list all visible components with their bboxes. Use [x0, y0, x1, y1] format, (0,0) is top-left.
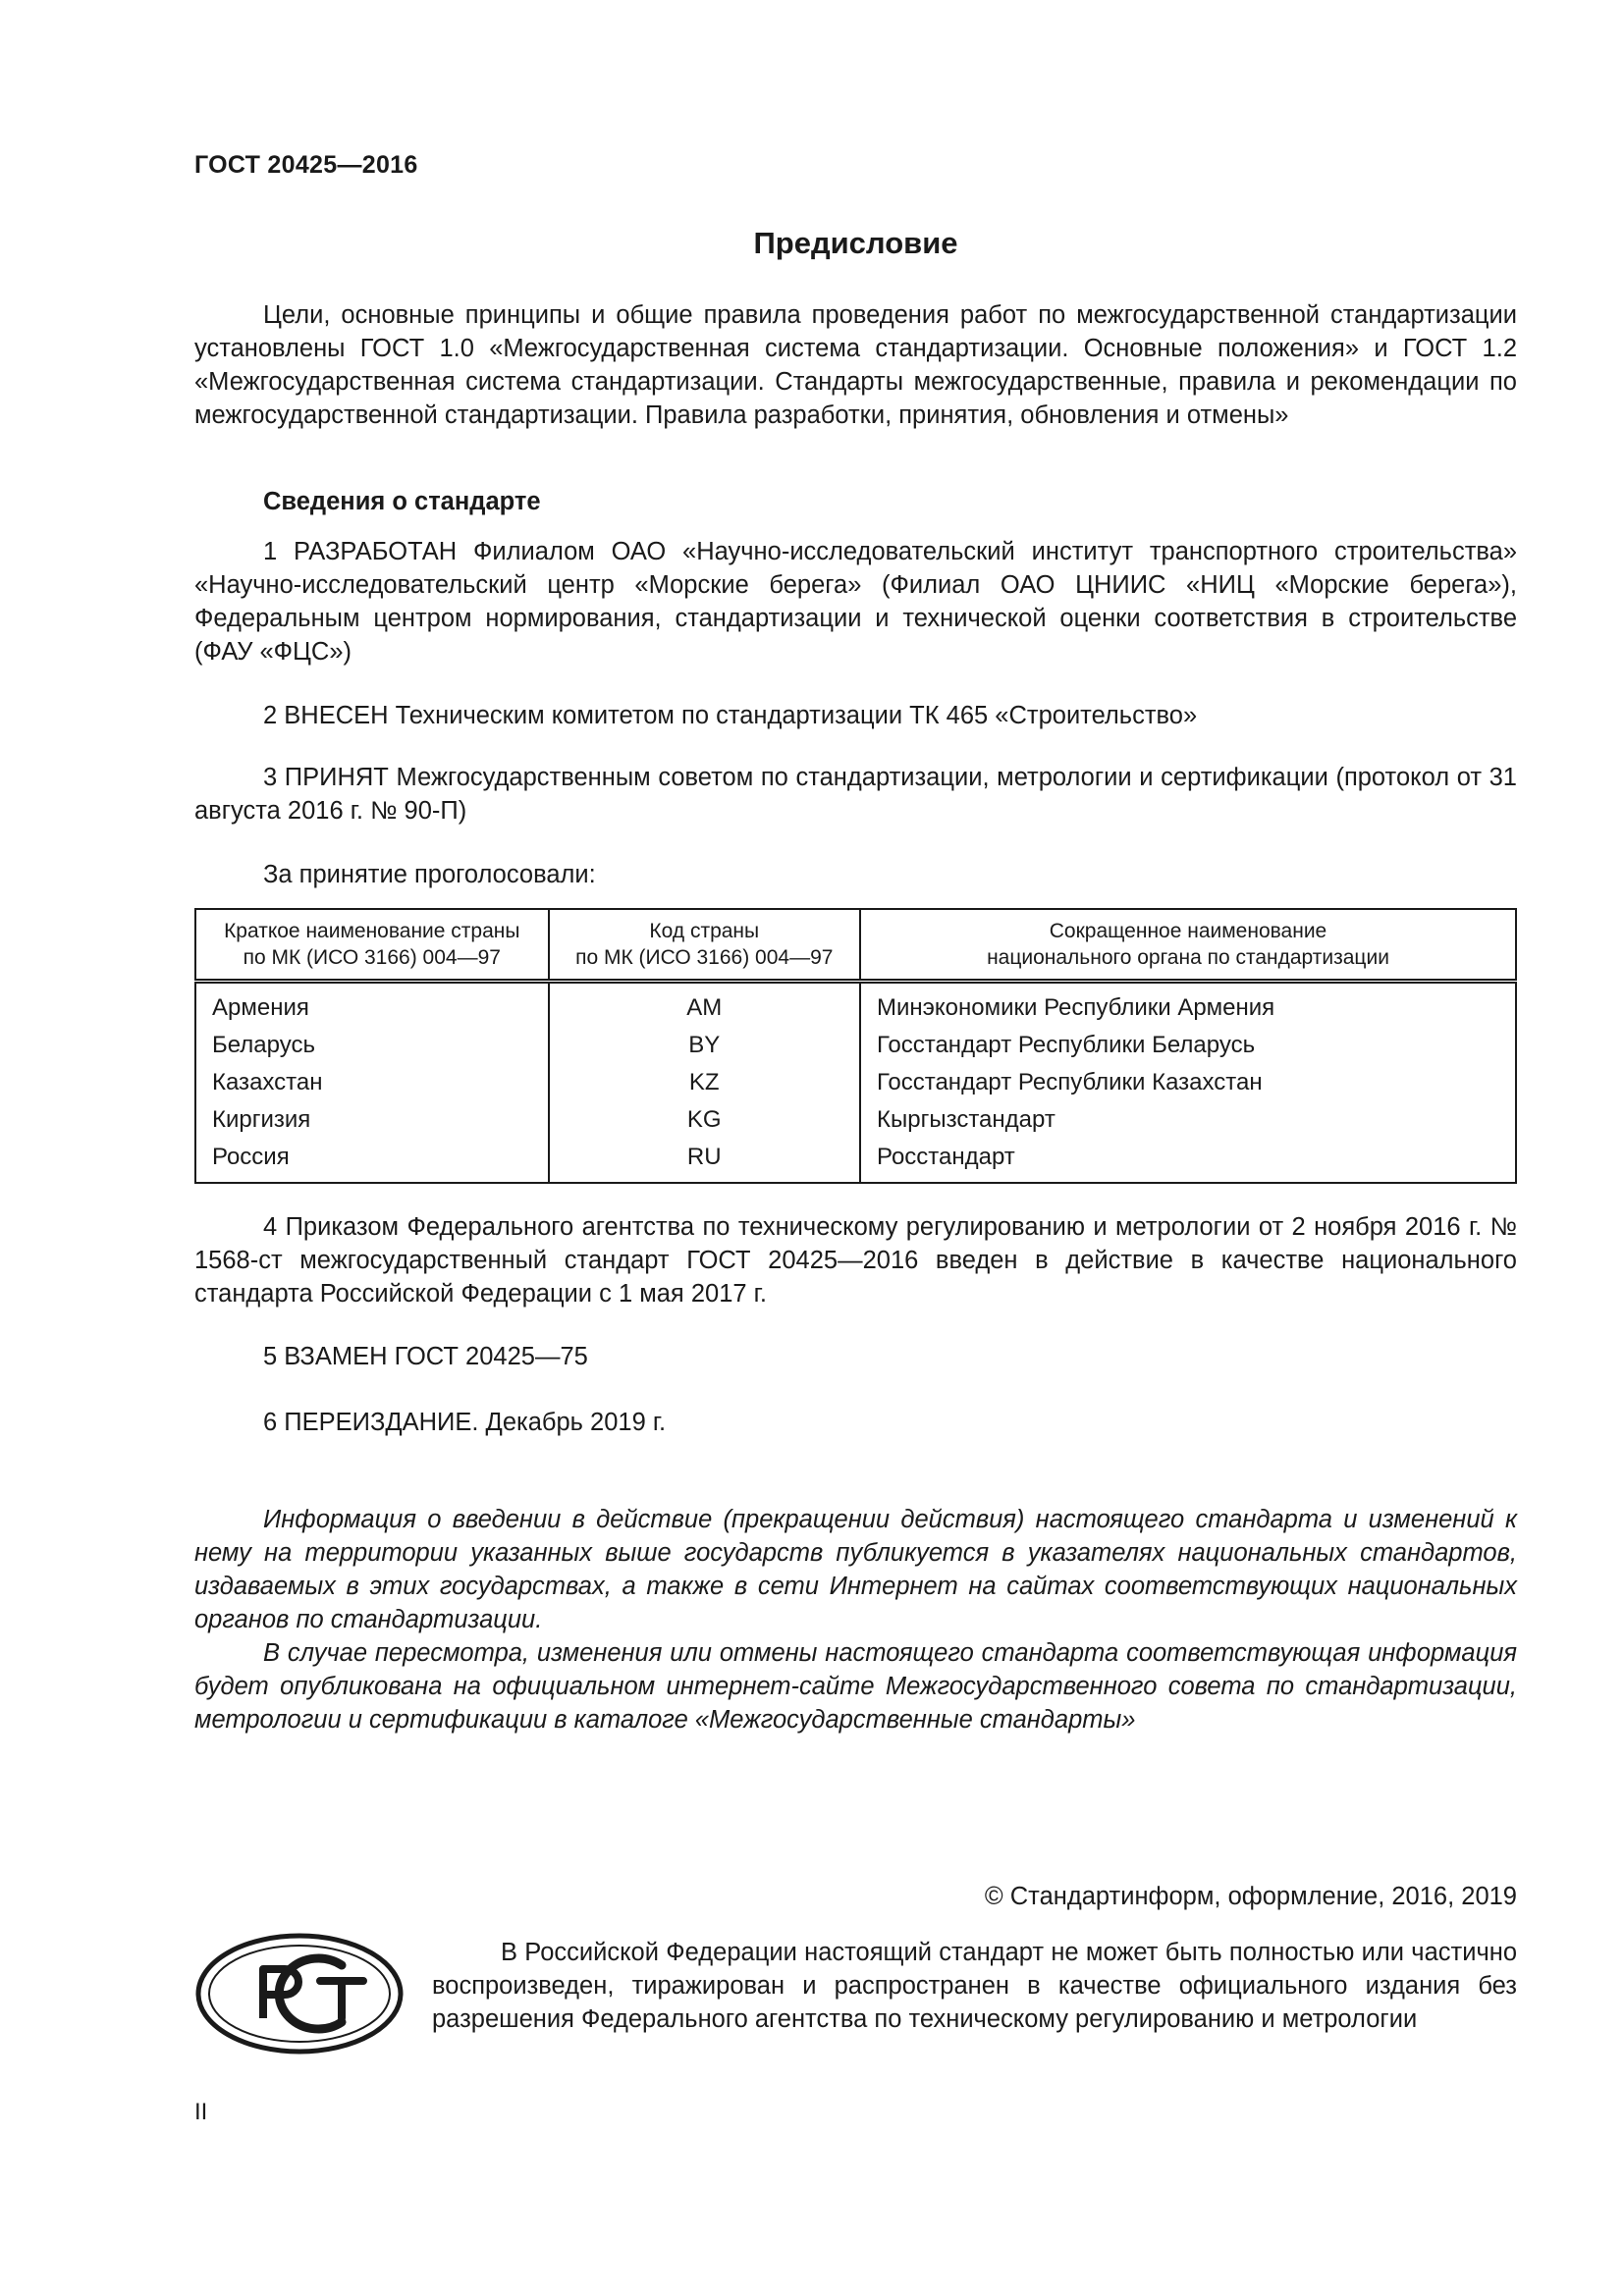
- cell-body: Кыргызстандарт: [860, 1101, 1516, 1139]
- table-row: [195, 1064, 1516, 1101]
- item-order: 4 Приказом Федерального агентства по техническому регулированию и метрологии от 2 ноября 2016 г. № 1568-ст межгосударственный стандарт ГОСТ 20425—2016 введен в действие в качестве национального стандарта Российской Федерации с 1 мая 2017 г.: [194, 1213, 1517, 1308]
- table-row: [195, 1101, 1516, 1139]
- cell-body: Госстандарт Республики Казахстан: [860, 1064, 1516, 1101]
- header-country-code: [549, 909, 860, 982]
- header-line: Сокращенное наименование: [1049, 920, 1327, 942]
- rst-certification-mark-icon: [194, 1932, 405, 2056]
- cell-code: BY: [549, 1027, 860, 1064]
- table-row: [195, 1027, 1516, 1064]
- cell-country: Россия: [195, 1139, 549, 1183]
- cell-country: Казахстан: [195, 1064, 549, 1101]
- header-line: национального органа по стандартизации: [987, 946, 1389, 969]
- cell-body: Росстандарт: [860, 1139, 1516, 1183]
- document-code: ГОСТ 20425—2016: [194, 151, 418, 179]
- voting-countries-table: [194, 908, 1517, 1184]
- cell-country: Беларусь: [195, 1027, 549, 1064]
- header-standards-body: [860, 909, 1516, 982]
- header-line: Краткое наименование страны: [224, 920, 520, 942]
- item-submitted: 2 ВНЕСЕН Техническим комитетом по стандартизации ТК 465 «Строительство»: [263, 702, 1198, 729]
- foreword-intro: Цели, основные принципы и общие правила проведения работ по межгосударственной стандартизации установлены ГОСТ 1.0 «Межгосударственная система стандартизации. Основные положения» и ГОСТ 1.2 «Межгосударственная система стандартизации. Стандарты межгосударственные, правила и рекомендации по межгосударственной стандартизации. Правила разработки, принятия, обновления и отмены»: [194, 301, 1517, 429]
- item-replaces: 5 ВЗАМЕН ГОСТ 20425—75: [263, 1343, 588, 1370]
- cell-country: Киргизия: [195, 1101, 549, 1139]
- cell-body: Минэкономики Республики Армения: [860, 982, 1516, 1028]
- page-title: Предисловие: [753, 226, 958, 260]
- cell-code: KG: [549, 1101, 860, 1139]
- table-header-row: [195, 909, 1516, 982]
- table-row: [195, 982, 1516, 1028]
- note-revision: В случае пересмотра, изменения или отмены настоящего стандарта соответствующая информация будет опубликована на официальном интернет-сайте Межгосударственного совета по стандартизации, метрологии и сертификации в каталоге «Межгосударственные стандарты»: [194, 1639, 1517, 1734]
- header-line: по МК (ИСО 3166) 004—97: [243, 946, 501, 969]
- header-country-name: [195, 909, 549, 982]
- item-developed: 1 РАЗРАБОТАН Филиалом ОАО «Научно-исследовательский институт транспортного строительства» «Научно-исследовательский центр «Морские берега» (Филиал ОАО ЦНИИС «НИЦ «Морские берега»), Федеральным центром нормирования, стандартизации и технической оценки соответствия в строительстве (ФАУ «ФЦС»): [194, 538, 1517, 666]
- item-reissue: 6 ПЕРЕИЗДАНИЕ. Декабрь 2019 г.: [263, 1409, 667, 1436]
- header-line: Код страны: [649, 920, 760, 942]
- cell-body: Госстандарт Республики Беларусь: [860, 1027, 1516, 1064]
- standard-info-heading: Сведения о стандарте: [263, 488, 541, 515]
- item-adopted: 3 ПРИНЯТ Межгосударственным советом по стандартизации, метрологии и сертификации (протокол от 31 августа 2016 г. № 90-П): [194, 764, 1517, 825]
- voted-label: За принятие проголосовали:: [263, 861, 596, 888]
- header-line: по МК (ИСО 3166) 004—97: [575, 946, 834, 969]
- page-number: II: [194, 2099, 208, 2125]
- cell-country: Армения: [195, 982, 549, 1028]
- cell-code: KZ: [549, 1064, 860, 1101]
- copyright-line: © Стандартинформ, оформление, 2016, 2019: [984, 1883, 1517, 1910]
- reproduction-notice: В Российской Федерации настоящий стандарт не может быть полностью или частично воспроизведен, тиражирован и распространен в качестве официального издания без разрешения Федерального агентства по техническому регулированию и метрологии: [432, 1939, 1517, 2033]
- cell-code: RU: [549, 1139, 860, 1183]
- cell-code: AM: [549, 982, 860, 1028]
- note-info: Информация о введении в действие (прекращении действия) настоящего стандарта и изменений к нему на территории указанных выше государств публикуется в указателях национальных стандартов, издаваемых в этих государствах, а также в сети Интернет на сайтах соответствующих национальных органов по стандартизации.: [194, 1506, 1517, 1633]
- table-row: [195, 1139, 1516, 1183]
